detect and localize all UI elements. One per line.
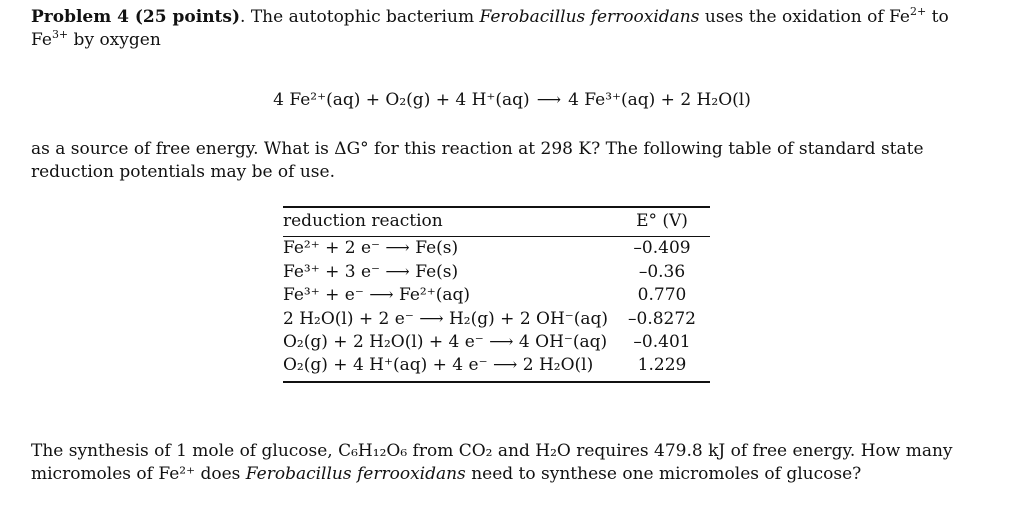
charge-superscript: 3+ [51,28,69,41]
potential-cell: 0.770 [637,285,687,306]
table-row [283,237,710,260]
table-row [283,354,710,380]
equation-reactants: 4 Fe²⁺(aq) + O₂(g) + 4 H⁺(aq) [273,90,530,110]
intro-text-2: uses the oxidation of Fe [699,7,910,27]
potential-cell: –0.36 [638,261,686,282]
reaction-cell: 2 H₂O(l) + 2 e⁻ ⟶ H₂(g) + 2 OH⁻(aq) [283,308,609,329]
charge-superscript: 2+ [909,5,927,18]
intro-text-1: . The autotophic bacterium [240,7,480,27]
reaction-arrow-icon: ⟶ [536,90,562,110]
reduction-potential-table [283,206,710,383]
problem-heading: Problem 4 (25 points) [31,7,241,27]
potential-cell: –0.401 [633,332,691,353]
column-header-reaction: reduction reaction [283,211,443,231]
followup-text-2: need to synthese one micromoles of glucose? [465,464,862,484]
intro-text-3: to Fe [31,7,949,50]
reaction-cell: O₂(g) + 4 H⁺(aq) + 4 e⁻ ⟶ 2 H₂O(l) [283,355,594,376]
potential-cell: 1.229 [637,355,687,376]
reaction-cell: Fe²⁺ + 2 e⁻ ⟶ Fe(s) [283,238,459,259]
potential-cell: –0.409 [633,238,691,259]
table-bottom-rule [283,381,710,383]
followup-question [31,440,971,486]
table-row [283,308,710,331]
equation-products: 4 Fe³⁺(aq) + 2 H₂O(l) [568,90,751,110]
reaction-cell: Fe³⁺ + e⁻ ⟶ Fe²⁺(aq) [283,285,470,306]
reaction-cell: Fe³⁺ + 3 e⁻ ⟶ Fe(s) [283,261,459,282]
reaction-cell: O₂(g) + 2 H₂O(l) + 4 e⁻ ⟶ 4 OH⁻(aq) [283,332,608,353]
potential-cell: –0.8272 [628,308,696,329]
question-text: as a source of free energy. What is ΔG° for this reaction at 298 K? The following table of standard state reduction potentials may be of use. [31,139,924,182]
table-header-row [283,208,710,236]
table-row [283,284,710,307]
organism-name: Ferobacillus ferrooxidans [479,7,700,27]
reaction-equation [0,89,1024,112]
intro-text-4: by oxygen [68,30,161,50]
column-header-potential: E° (V) [636,211,688,231]
table-row [283,261,710,284]
problem-statement [31,6,971,52]
table-row [283,331,710,354]
followup-text-1: The synthesis of 1 mole of glucose, C₆H₁₂O₆ from CO₂ and H₂O requires 479.8 kJ of free energy. How many micromoles of Fe²⁺ does [31,441,953,484]
organism-name: Ferobacillus ferrooxidans [245,464,466,484]
